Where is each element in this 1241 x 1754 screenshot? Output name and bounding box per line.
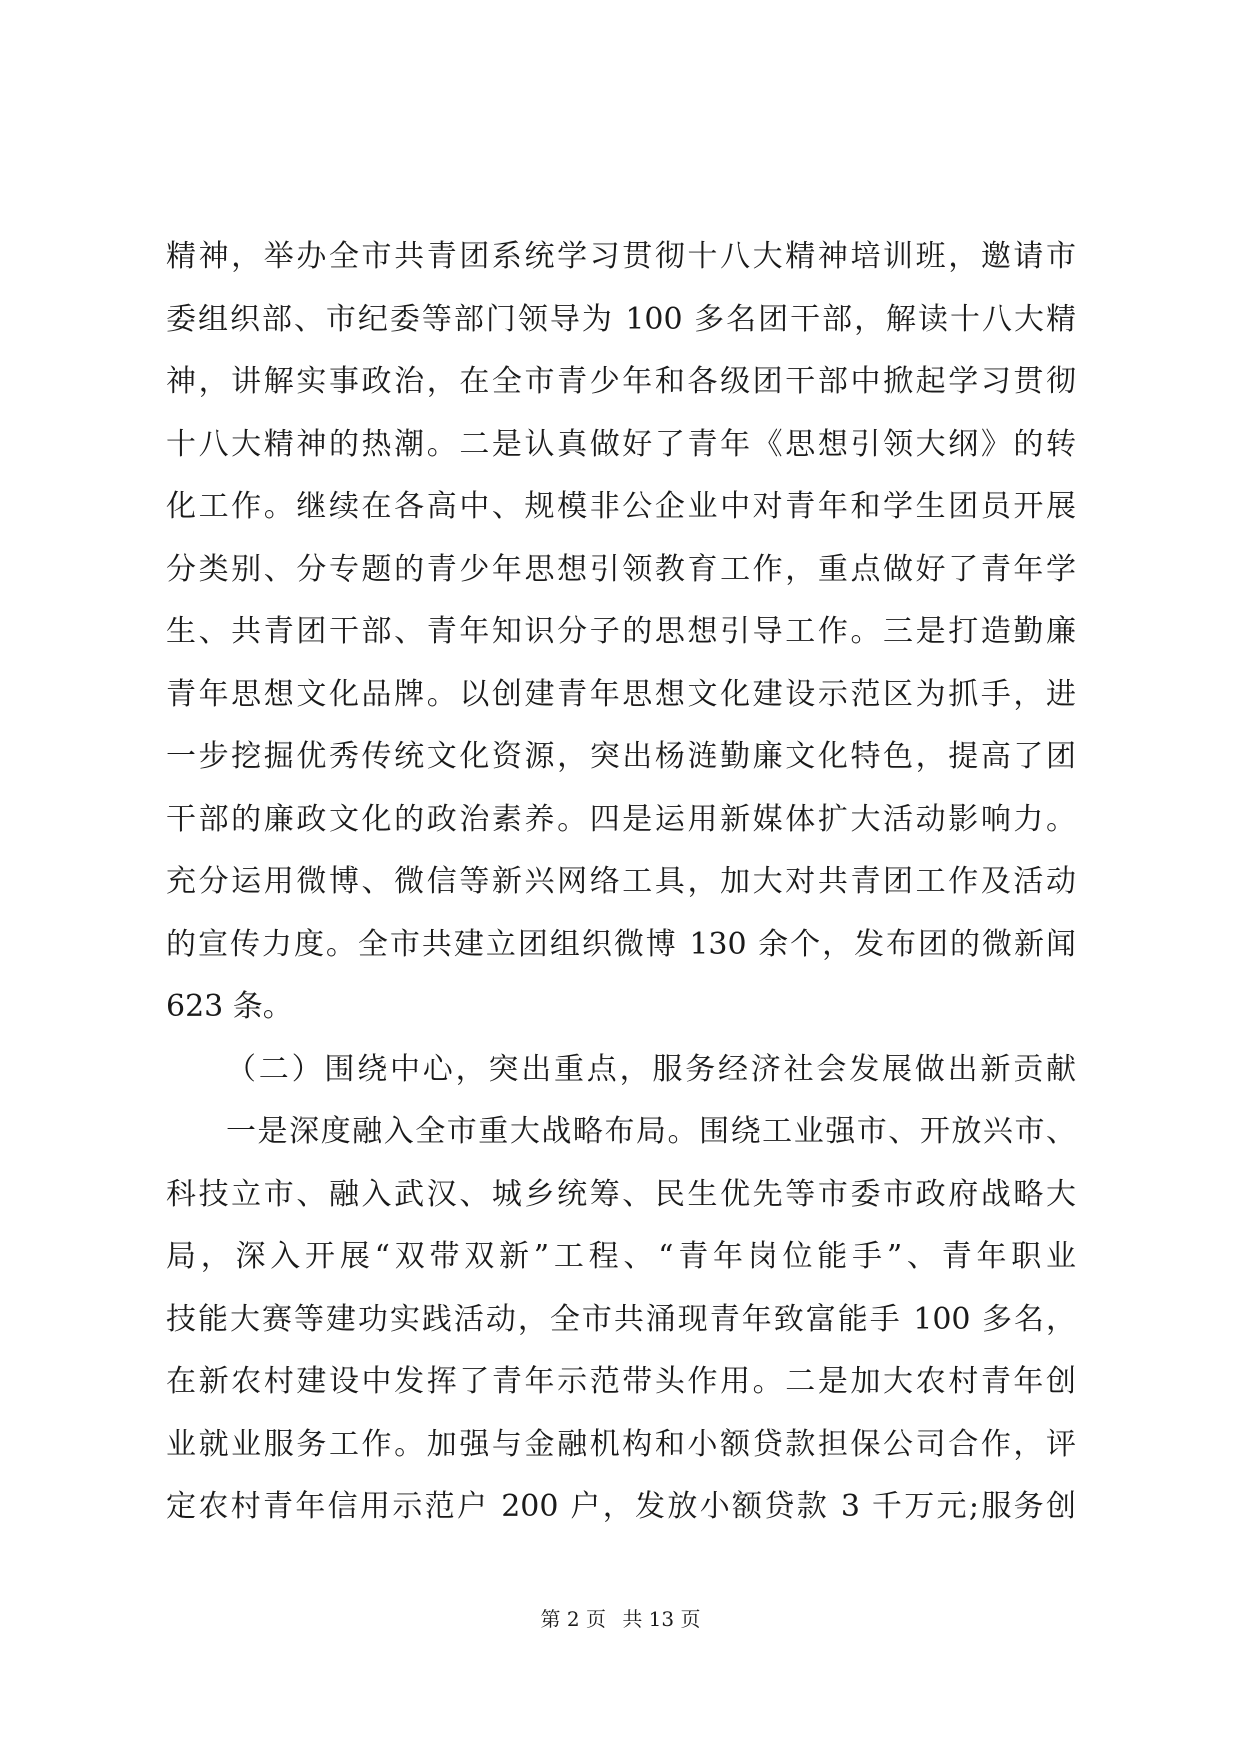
text-line: 委组织部、市纪委等部门领导为 100 多名团干部，解读十八大精 bbox=[166, 301, 1076, 337]
text-line: 分类别、分专题的青少年思想引领教育工作，重点做好了青年学 bbox=[166, 551, 1076, 587]
text-line: 业就业服务工作。加强与金融机构和小额贷款担保公司合作，评 bbox=[166, 1426, 1076, 1462]
text-line: 的宣传力度。全市共建立团组织微博 130 余个，发布团的微新闻 bbox=[166, 926, 1076, 962]
text-line: 干部的廉政文化的政治素养。四是运用新媒体扩大活动影响力。 bbox=[166, 801, 1076, 837]
text-line: 定农村青年信用示范户 200 户，发放小额贷款 3 千万元;服务创 bbox=[166, 1489, 1076, 1524]
text-line: 生、共青团干部、青年知识分子的思想引导工作。三是打造勤廉 bbox=[166, 614, 1076, 649]
text-line: 在新农村建设中发挥了青年示范带头作用。二是加大农村青年创 bbox=[166, 1364, 1076, 1399]
text-line: 技能大赛等建功实践活动，全市共涌现青年致富能手 100 多名， bbox=[166, 1301, 1076, 1337]
page-total: 共 13 页 bbox=[622, 1607, 701, 1631]
page-number: 第 2 页 bbox=[540, 1607, 606, 1631]
text-line: 精神，举办全市共青团系统学习贯彻十八大精神培训班，邀请市 bbox=[166, 239, 1076, 274]
page-footer bbox=[0, 1606, 1241, 1632]
section-heading: （二）围绕中心，突出重点，服务经济社会发展做出新贡献 bbox=[226, 1051, 1076, 1087]
document-body bbox=[166, 226, 1076, 1539]
text-line: 局，深入开展“双带双新”工程、“青年岗位能手”、青年职业 bbox=[166, 1239, 1076, 1274]
text-line: 一步挖掘优秀传统文化资源，突出杨涟勤廉文化特色，提高了团 bbox=[166, 739, 1076, 774]
text-line: 化工作。继续在各高中、规模非公企业中对青年和学生团员开展 bbox=[166, 489, 1076, 524]
text-line: 青年思想文化品牌。以创建青年思想文化建设示范区为抓手，进 bbox=[166, 676, 1076, 712]
text-line: 科技立市、融入武汉、城乡统筹、民生优先等市委市政府战略大 bbox=[166, 1176, 1076, 1212]
text-line: 623 条。 bbox=[166, 989, 293, 1024]
text-line: 神，讲解实事政治，在全市青少年和各级团干部中掀起学习贯彻 bbox=[166, 364, 1076, 399]
text-line: 一是深度融入全市重大战略布局。围绕工业强市、开放兴市、 bbox=[226, 1114, 1076, 1149]
text-line: 十八大精神的热潮。二是认真做好了青年《思想引领大纲》的转 bbox=[166, 426, 1076, 462]
text-line: 充分运用微博、微信等新兴网络工具，加大对共青团工作及活动 bbox=[166, 864, 1076, 899]
